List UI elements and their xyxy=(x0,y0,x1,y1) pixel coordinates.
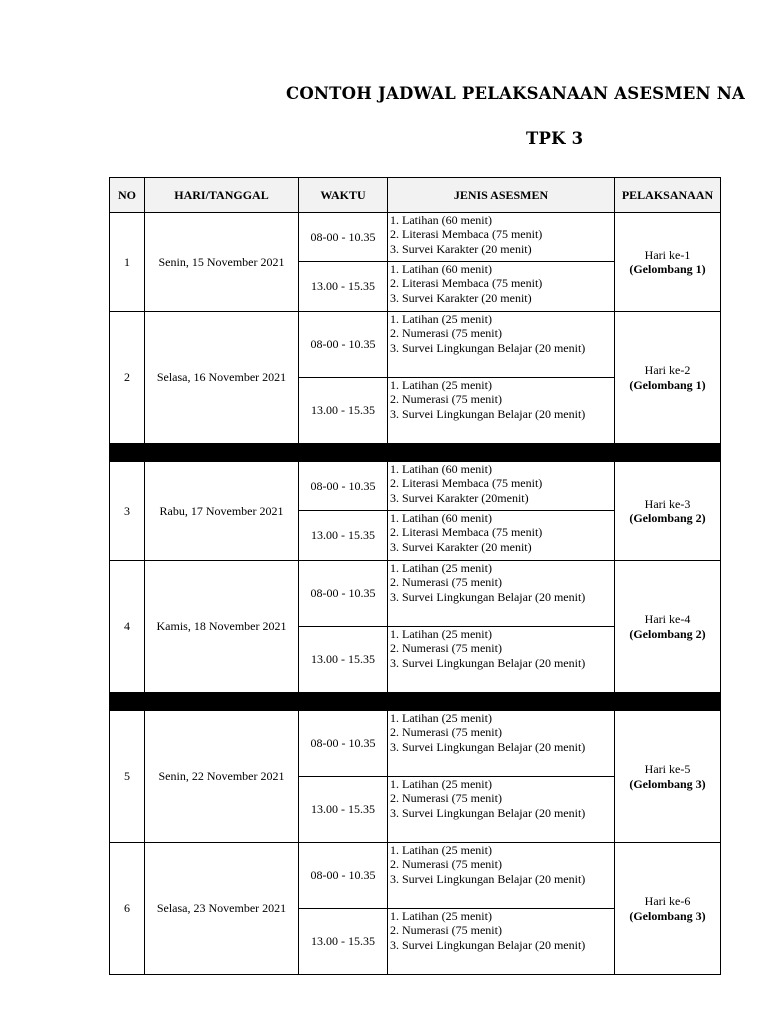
header-implementation: PELAKSANAAN xyxy=(615,178,721,213)
row-number: 3 xyxy=(110,462,145,561)
session-time: 13.00 - 15.35 xyxy=(299,378,388,444)
assessment-item: 1. Latihan (60 menit) xyxy=(390,462,492,476)
wave-label: (Gelombang 3) xyxy=(629,908,706,923)
assessment-item: 3. Survei Lingkungan Belajar (20 menit) xyxy=(390,871,586,886)
assessment-list xyxy=(388,511,615,561)
assessment-item: 1. Latihan (60 menit) xyxy=(390,511,492,525)
assessment-item: 1. Latihan (60 menit) xyxy=(390,213,492,227)
row-date: Senin, 22 November 2021 xyxy=(145,711,299,843)
assessment-item: 1. Latihan (25 menit) xyxy=(390,711,492,725)
wave-label: (Gelombang 2) xyxy=(629,511,706,525)
assessment-item: 3. Survei Lingkungan Belajar (20 menit) xyxy=(390,805,586,820)
assessment-list xyxy=(388,378,615,444)
wave-label: (Gelombang 1) xyxy=(629,262,706,276)
table-row xyxy=(110,711,721,777)
session-time: 13.00 - 15.35 xyxy=(299,777,388,843)
separator-row xyxy=(110,444,721,462)
assessment-item: 2. Numerasi (75 menit) xyxy=(390,725,502,740)
assessment-item: 2. Numerasi (75 menit) xyxy=(390,923,502,938)
assessment-item: 1. Latihan (25 menit) xyxy=(390,312,492,326)
assessment-item: 1. Latihan (25 menit) xyxy=(390,561,492,575)
row-number: 1 xyxy=(110,213,145,312)
assessment-item: 1. Latihan (25 menit) xyxy=(390,909,492,923)
assessment-list xyxy=(388,462,615,511)
implementation-cell xyxy=(615,561,721,693)
assessment-item: 3. Survei Lingkungan Belajar (20 menit) xyxy=(390,739,586,754)
assessment-item: 3. Survei Lingkungan Belajar (20 menit) xyxy=(390,589,586,604)
document-title: CONTOH JADWAL PELAKSANAAN ASESMEN NA xyxy=(286,84,746,103)
assessment-item: 1. Latihan (25 menit) xyxy=(390,843,492,857)
row-date: Selasa, 23 November 2021 xyxy=(145,843,299,975)
assessment-list xyxy=(388,627,615,693)
assessment-item: 3. Survei Lingkungan Belajar (20 menit) xyxy=(390,937,586,952)
assessment-list xyxy=(388,213,615,262)
assessment-list xyxy=(388,312,615,378)
day-label: Hari ke-4 xyxy=(644,612,691,627)
assessment-item: 1. Latihan (25 menit) xyxy=(390,777,492,791)
table-body xyxy=(110,213,721,975)
assessment-item: 3. Survei Karakter (20 menit) xyxy=(390,539,532,554)
assessment-item: 1. Latihan (25 menit) xyxy=(390,627,492,641)
row-number: 2 xyxy=(110,312,145,444)
implementation-cell xyxy=(615,843,721,975)
session-time: 08-00 - 10.35 xyxy=(299,711,388,777)
session-time: 08-00 - 10.35 xyxy=(299,213,388,262)
assessment-item: 3. Survei Karakter (20menit) xyxy=(390,490,529,505)
assessment-list xyxy=(388,777,615,843)
assessment-item: 2. Literasi Membaca (75 menit) xyxy=(390,276,543,291)
assessment-item: 2. Literasi Membaca (75 menit) xyxy=(390,525,543,540)
session-time: 13.00 - 15.35 xyxy=(299,909,388,975)
assessment-list xyxy=(388,909,615,975)
assessment-list xyxy=(388,843,615,909)
assessment-item: 3. Survei Lingkungan Belajar (20 menit) xyxy=(390,655,586,670)
header-time: WAKTU xyxy=(299,178,388,213)
assessment-item: 2. Numerasi (75 menit) xyxy=(390,392,502,407)
implementation-cell xyxy=(615,213,721,312)
implementation-cell xyxy=(615,462,721,561)
assessment-item: 1. Latihan (25 menit) xyxy=(390,378,492,392)
assessment-item: 2. Numerasi (75 menit) xyxy=(390,857,502,872)
day-label: Hari ke-1 xyxy=(644,247,691,262)
row-number: 6 xyxy=(110,843,145,975)
row-date: Rabu, 17 November 2021 xyxy=(145,462,299,561)
table-row xyxy=(110,213,721,262)
header-no: NO xyxy=(110,178,145,213)
separator-row xyxy=(110,693,721,711)
assessment-item: 2. Numerasi (75 menit) xyxy=(390,326,502,341)
assessment-item: 3. Survei Lingkungan Belajar (20 menit) xyxy=(390,340,586,355)
session-time: 08-00 - 10.35 xyxy=(299,312,388,378)
document-subtitle: TPK 3 xyxy=(526,129,584,148)
session-time: 13.00 - 15.35 xyxy=(299,627,388,693)
assessment-item: 2. Numerasi (75 menit) xyxy=(390,575,502,590)
implementation-cell xyxy=(615,312,721,444)
assessment-item: 2. Numerasi (75 menit) xyxy=(390,791,502,806)
assessment-item: 1. Latihan (60 menit) xyxy=(390,262,492,276)
header-assessment: JENIS ASESMEN xyxy=(388,178,615,213)
session-time: 08-00 - 10.35 xyxy=(299,843,388,909)
assessment-item: 3. Survei Karakter (20 menit) xyxy=(390,290,532,305)
wave-label: (Gelombang 1) xyxy=(629,377,706,392)
assessment-list xyxy=(388,561,615,627)
table-row xyxy=(110,312,721,378)
assessment-list xyxy=(388,262,615,312)
session-time: 13.00 - 15.35 xyxy=(299,262,388,312)
row-number: 5 xyxy=(110,711,145,843)
session-time: 13.00 - 15.35 xyxy=(299,511,388,561)
separator-bar xyxy=(110,444,721,462)
row-date: Senin, 15 November 2021 xyxy=(145,213,299,312)
table-header-row xyxy=(110,178,721,213)
header-date: HARI/TANGGAL xyxy=(145,178,299,213)
assessment-item: 2. Numerasi (75 menit) xyxy=(390,641,502,656)
implementation-cell xyxy=(615,711,721,843)
day-label: Hari ke-6 xyxy=(644,894,691,909)
table-row xyxy=(110,843,721,909)
session-time: 08-00 - 10.35 xyxy=(299,561,388,627)
day-label: Hari ke-5 xyxy=(644,762,691,777)
row-number: 4 xyxy=(110,561,145,693)
session-time: 08-00 - 10.35 xyxy=(299,462,388,511)
schedule-table xyxy=(109,177,721,975)
row-date: Selasa, 16 November 2021 xyxy=(145,312,299,444)
assessment-item: 2. Literasi Membaca (75 menit) xyxy=(390,227,543,242)
assessment-item: 3. Survei Lingkungan Belajar (20 menit) xyxy=(390,406,586,421)
assessment-list xyxy=(388,711,615,777)
wave-label: (Gelombang 2) xyxy=(629,626,706,641)
day-label: Hari ke-3 xyxy=(644,496,691,511)
table-row xyxy=(110,462,721,511)
wave-label: (Gelombang 3) xyxy=(629,776,706,791)
assessment-item: 3. Survei Karakter (20 menit) xyxy=(390,241,532,256)
table-row xyxy=(110,561,721,627)
row-date: Kamis, 18 November 2021 xyxy=(145,561,299,693)
assessment-item: 2. Literasi Membaca (75 menit) xyxy=(390,476,543,491)
separator-bar xyxy=(110,693,721,711)
day-label: Hari ke-2 xyxy=(644,363,691,378)
